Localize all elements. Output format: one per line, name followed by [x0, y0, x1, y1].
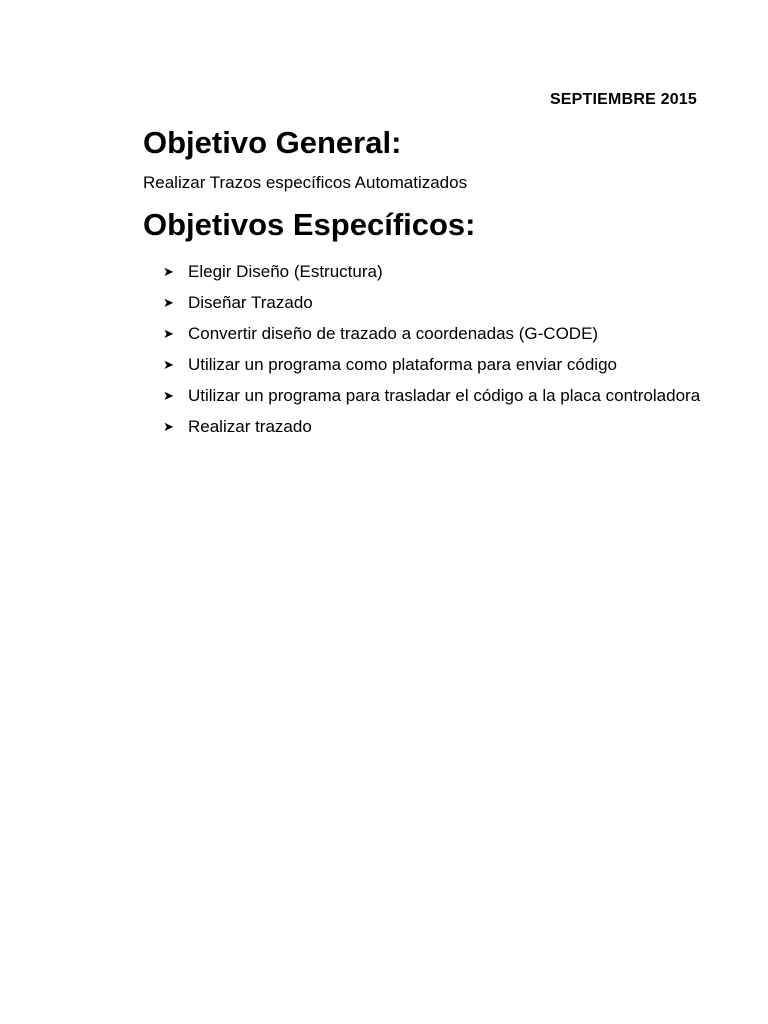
list-item-text: Utilizar un programa como plataforma para enviar código: [188, 355, 617, 374]
list-item: [143, 256, 703, 287]
arrow-bullet-icon: ➤: [163, 295, 174, 310]
arrow-bullet-icon: ➤: [163, 357, 174, 372]
list-item: [143, 318, 703, 349]
list-item-text: Elegir Diseño (Estructura): [188, 262, 383, 281]
header-date: SEPTIEMBRE 2015: [549, 91, 697, 108]
arrow-bullet-icon: ➤: [163, 419, 174, 434]
general-objective-title: Objetivo General:: [143, 125, 402, 160]
document-content: [143, 122, 703, 442]
list-item-text: Diseñar Trazado: [188, 293, 313, 312]
list-item: [143, 349, 703, 380]
specific-objectives-list: [143, 256, 703, 442]
general-objective-text: Realizar Trazos específicos Automatizados: [143, 173, 468, 192]
list-item-text: Realizar trazado: [188, 417, 312, 436]
arrow-bullet-icon: ➤: [163, 388, 174, 403]
list-item-text: Convertir diseño de trazado a coordenadas (G-CODE): [188, 324, 599, 343]
specific-objectives-title: Objetivos Específicos:: [143, 207, 476, 242]
list-item: [143, 411, 703, 442]
arrow-bullet-icon: ➤: [163, 264, 174, 279]
list-item-text: Utilizar un programa para trasladar el código a la placa controladora: [188, 386, 701, 405]
list-item: [143, 287, 703, 318]
arrow-bullet-icon: ➤: [163, 326, 174, 341]
list-item: [143, 380, 703, 411]
